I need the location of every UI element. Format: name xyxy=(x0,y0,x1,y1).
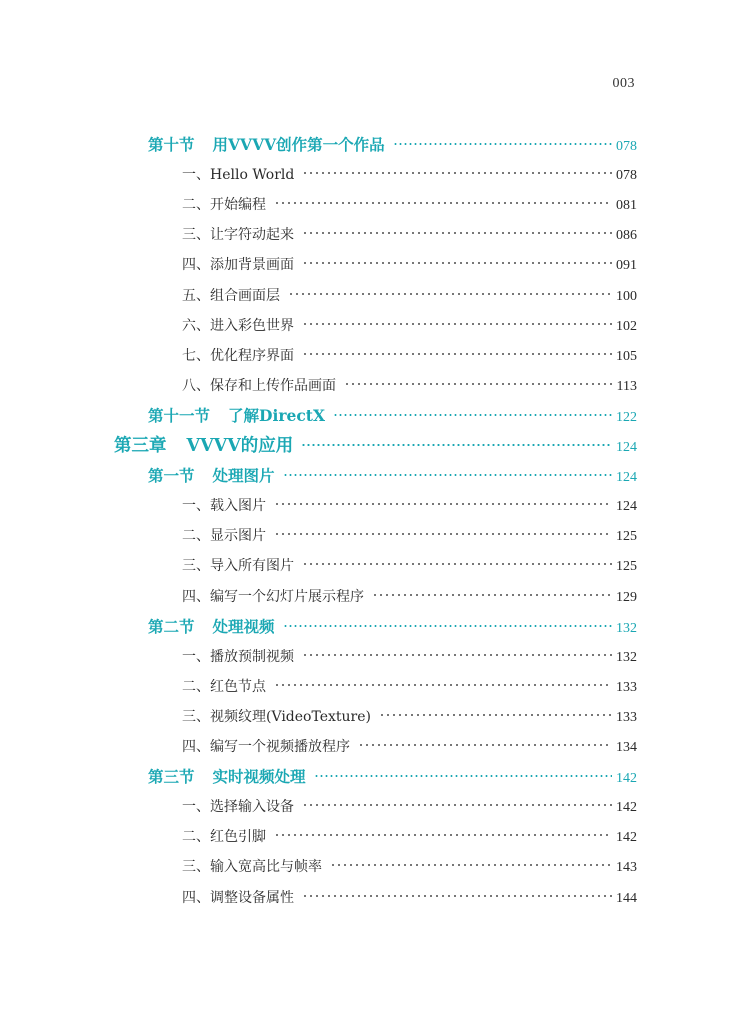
dot-leader xyxy=(302,261,612,265)
toc-item-label xyxy=(182,644,294,670)
toc-section-title: 了解DirectX xyxy=(228,405,325,425)
dot-leader xyxy=(302,894,612,898)
toc-item-label xyxy=(182,674,266,700)
toc-item-title: 五、组合画面层 xyxy=(182,287,280,304)
dot-leader xyxy=(302,653,612,657)
toc-item-row[interactable] xyxy=(182,192,637,218)
toc-item-label xyxy=(182,373,336,399)
toc-section-label xyxy=(148,764,306,790)
toc-item-title: 四、添加背景画面 xyxy=(182,257,294,274)
toc-item-label xyxy=(182,854,322,880)
toc-item-row[interactable] xyxy=(182,854,637,880)
toc-page-number: 086 xyxy=(616,228,637,244)
toc-section-label xyxy=(148,614,275,640)
toc-item-label xyxy=(182,584,364,610)
toc-page-number: 133 xyxy=(616,709,637,725)
toc-page-number: 142 xyxy=(616,771,637,787)
dot-leader xyxy=(330,863,612,867)
dot-leader xyxy=(372,593,612,597)
dot-leader xyxy=(288,292,612,296)
toc-chapter-row[interactable] xyxy=(114,433,637,459)
toc-page-number: 132 xyxy=(616,620,637,636)
toc-section-title: 处理图片 xyxy=(212,466,275,486)
toc-item-row[interactable] xyxy=(182,162,637,188)
toc-item-row[interactable] xyxy=(182,794,637,820)
toc-item-title: 二、显示图片 xyxy=(182,528,266,545)
dot-leader xyxy=(274,532,612,536)
toc-page-number: 125 xyxy=(616,559,637,575)
toc-item-title: 六、进入彩色世界 xyxy=(182,317,294,334)
toc-item-row[interactable] xyxy=(182,373,637,399)
toc-section-row[interactable] xyxy=(148,403,637,429)
toc-item-label xyxy=(182,192,266,218)
toc-item-row[interactable] xyxy=(182,704,637,730)
toc-section-title: 实时视频处理 xyxy=(212,767,306,787)
toc-item-label xyxy=(182,553,294,579)
toc-item-label xyxy=(182,794,294,820)
toc-item-label xyxy=(182,523,266,549)
toc-page-number: 124 xyxy=(616,440,637,455)
toc-page-number: 125 xyxy=(616,529,637,545)
toc-chapter-title: VVVV的应用 xyxy=(186,436,294,456)
dot-leader xyxy=(283,624,612,628)
toc-item-title: 一、Hello World xyxy=(182,167,295,184)
dot-leader xyxy=(274,833,612,837)
toc-item-title: 二、红色节点 xyxy=(182,678,266,695)
dot-leader xyxy=(283,473,612,477)
toc-section-number: 第十一节 xyxy=(148,405,211,425)
toc-item-title: 八、保存和上传作品画面 xyxy=(182,377,336,394)
toc-page-number: 133 xyxy=(616,679,637,695)
toc-section-number: 第一节 xyxy=(148,466,195,486)
toc-section-label xyxy=(148,132,385,158)
toc-item-label xyxy=(182,222,294,248)
toc-section-label xyxy=(148,463,275,489)
toc-item-label xyxy=(182,343,294,369)
toc-item-title: 四、编写一个幻灯片展示程序 xyxy=(182,588,364,605)
toc-page-number: 134 xyxy=(616,740,637,755)
toc-item-label xyxy=(182,313,294,339)
page-number: 003 xyxy=(612,76,635,91)
toc-item-title: 一、载入图片 xyxy=(182,498,266,515)
toc-item-row[interactable] xyxy=(182,553,637,579)
toc-item-row[interactable] xyxy=(182,523,637,549)
toc-chapter-label xyxy=(114,433,293,459)
dot-leader xyxy=(274,201,612,205)
dot-leader xyxy=(358,743,612,747)
dot-leader xyxy=(333,413,612,417)
toc-item-label xyxy=(182,885,294,911)
toc-item-row[interactable] xyxy=(182,674,637,700)
toc-item-title: 三、视频纹理(VideoTexture) xyxy=(182,708,371,725)
toc-page-number: 143 xyxy=(616,860,637,876)
dot-leader xyxy=(302,171,612,175)
dot-leader xyxy=(302,322,612,326)
toc-item-label xyxy=(182,704,371,730)
toc-page-number: 091 xyxy=(616,258,637,274)
toc-item-row[interactable] xyxy=(182,252,637,278)
toc-section-number: 第十节 xyxy=(148,135,195,154)
toc-item-label xyxy=(182,283,280,309)
toc-item-label xyxy=(182,252,294,278)
toc-page-number: 142 xyxy=(616,830,637,846)
toc-page-number: 102 xyxy=(616,318,637,334)
toc-section-number: 第二节 xyxy=(148,616,195,636)
toc-chapter-number: 第三章 xyxy=(114,436,167,456)
toc-section-title: 用VVVV创作第一个作品 xyxy=(212,135,385,154)
toc-page-number: 078 xyxy=(616,139,637,154)
dot-leader xyxy=(302,803,612,807)
toc-section-number: 第三节 xyxy=(148,767,195,787)
toc-item-label xyxy=(182,824,266,850)
toc-item-label xyxy=(182,493,266,519)
dot-leader xyxy=(302,231,612,235)
toc-item-row[interactable] xyxy=(182,824,637,850)
toc-section-row[interactable] xyxy=(148,764,637,790)
dot-leader xyxy=(302,562,612,566)
toc-item-title: 三、导入所有图片 xyxy=(182,558,294,575)
toc-item-row[interactable] xyxy=(182,343,637,369)
toc-item-row[interactable] xyxy=(182,644,637,670)
toc-page-number: 142 xyxy=(616,800,637,816)
toc-item-title: 二、红色引脚 xyxy=(182,829,266,846)
dot-leader xyxy=(274,683,612,687)
dot-leader xyxy=(301,443,612,447)
dot-leader xyxy=(302,352,612,356)
toc-item-row[interactable] xyxy=(182,734,637,760)
toc-section-title: 处理视频 xyxy=(212,616,275,636)
dot-leader xyxy=(379,713,612,717)
toc-item-title: 一、选择输入设备 xyxy=(182,799,294,816)
toc-item-title: 一、播放预制视频 xyxy=(182,648,294,665)
toc-item-title: 七、优化程序界面 xyxy=(182,347,294,364)
toc-page-number: 078 xyxy=(616,168,637,184)
toc-item-title: 四、编写一个视频播放程序 xyxy=(182,739,350,755)
toc-page-number: 113 xyxy=(616,378,637,394)
toc-item-title: 三、让字符动起来 xyxy=(182,227,294,244)
toc-item-title: 二、开始编程 xyxy=(182,197,266,214)
toc-page-number: 100 xyxy=(616,288,637,304)
toc-item-row[interactable] xyxy=(182,885,637,911)
dot-leader xyxy=(393,142,612,146)
dot-leader xyxy=(314,774,612,778)
toc-item-row[interactable] xyxy=(182,584,637,610)
toc-page-number: 132 xyxy=(616,649,637,665)
dot-leader xyxy=(344,382,613,386)
toc-item-label xyxy=(182,734,350,760)
toc-section-row[interactable] xyxy=(148,132,637,158)
toc-section-label xyxy=(148,403,325,429)
toc-item-label xyxy=(182,162,294,188)
toc-page-number: 144 xyxy=(616,890,637,906)
toc-page-number: 081 xyxy=(616,198,637,214)
toc-section-row[interactable] xyxy=(148,614,637,640)
toc-item-row[interactable] xyxy=(182,283,637,309)
toc-page-number: 124 xyxy=(616,499,637,515)
toc-page-number: 105 xyxy=(616,348,637,364)
toc-item-row[interactable] xyxy=(182,313,637,339)
toc-item-title: 四、调整设备属性 xyxy=(182,889,294,906)
toc-page-number: 124 xyxy=(616,470,637,486)
toc-page-number: 129 xyxy=(616,589,637,605)
toc-page-number: 122 xyxy=(616,409,637,425)
toc-item-row[interactable] xyxy=(182,493,637,519)
toc-section-row[interactable] xyxy=(148,463,637,489)
toc-item-row[interactable] xyxy=(182,222,637,248)
toc-item-title: 三、输入宽高比与帧率 xyxy=(182,859,322,876)
dot-leader xyxy=(274,502,612,506)
